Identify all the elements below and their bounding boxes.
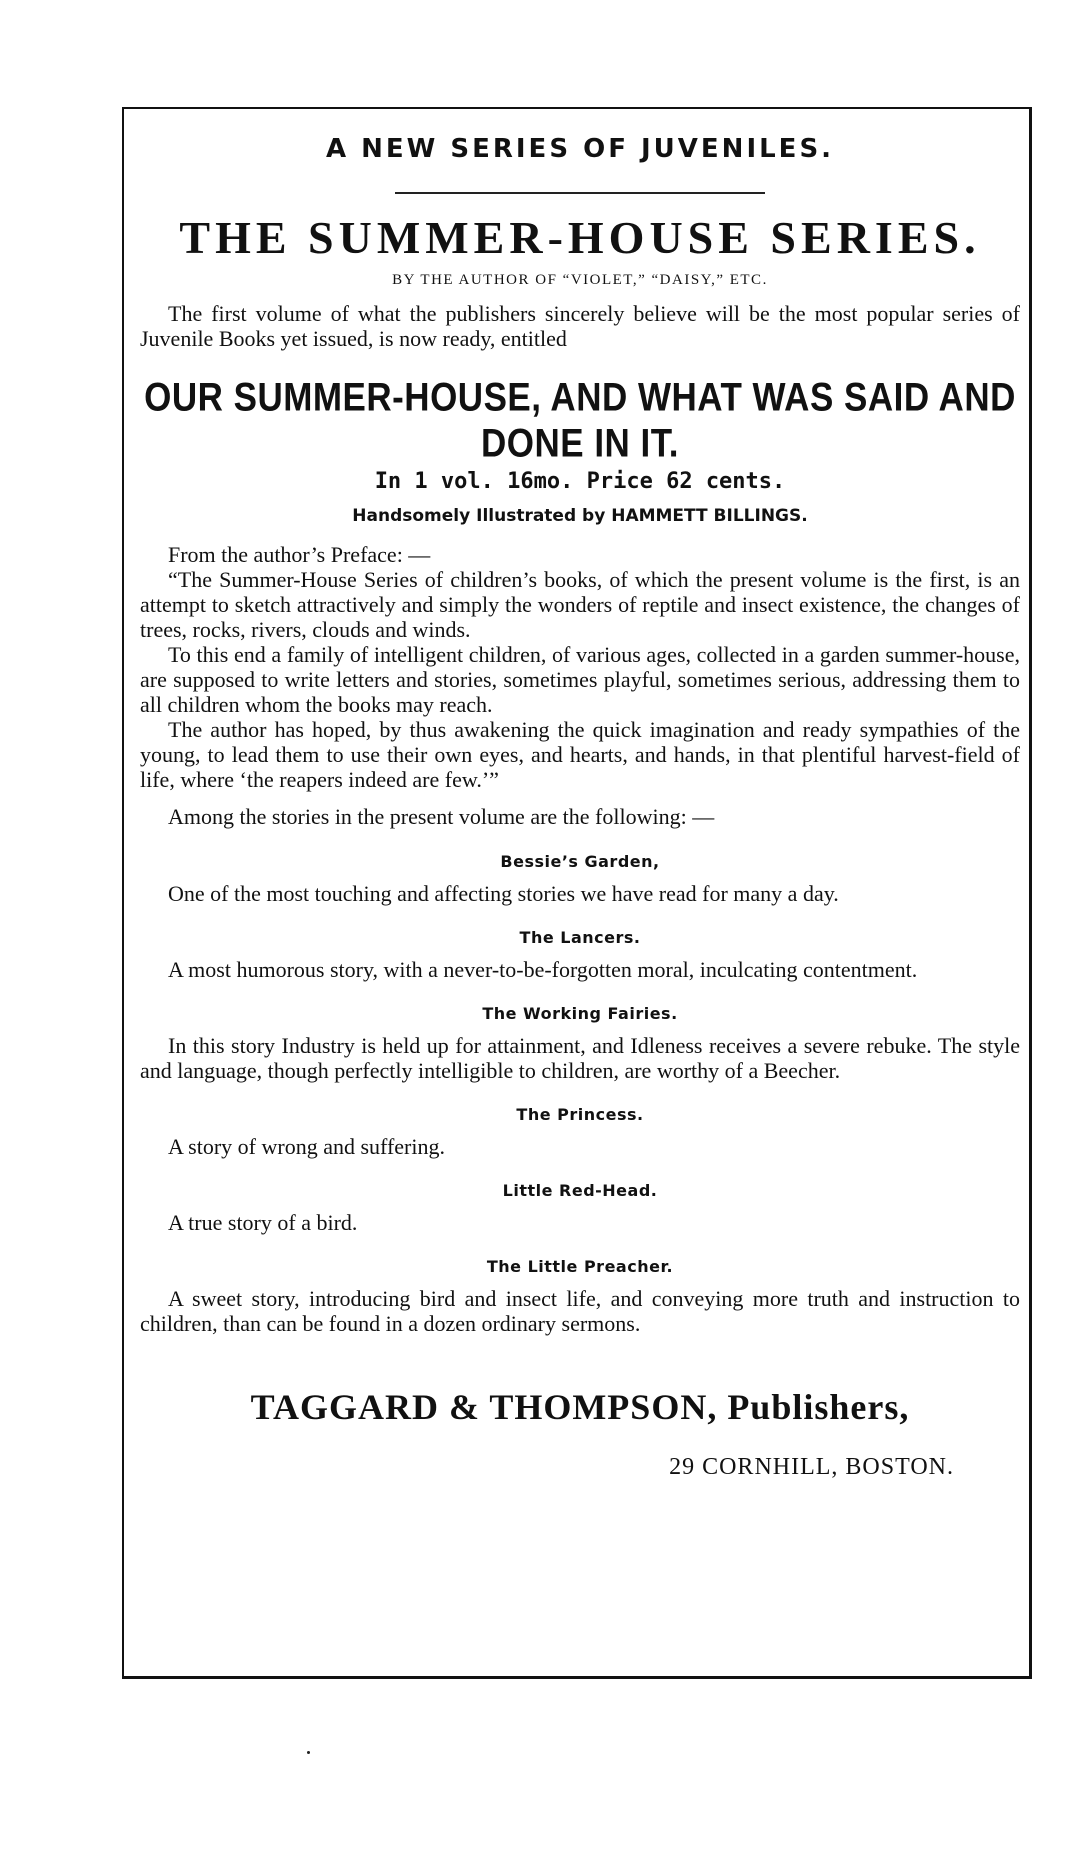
preface-excerpt	[140, 542, 1020, 792]
story-title: The Little Preacher.	[486, 1257, 674, 1276]
stories-intro: Among the stories in the present volume are the following: —	[168, 804, 715, 829]
story-description: One of the most touching and affecting stories we have read for many a day.	[168, 881, 839, 906]
story-title: The Lancers.	[519, 928, 641, 947]
volume-info: In 1 vol. 16mo. Price 62 cents.	[374, 469, 786, 494]
story-description: A most humorous story, with a never-to-be-forgotten moral, inculcating contentment.	[168, 957, 918, 982]
preface-paragraph: “The Summer-House Series of children’s books, of which the present volume is the first, is an attempt to sketch attractively and simply the wonders of reptile and insect existence, the changes of trees, rocks, rivers, clouds and winds.	[140, 567, 1020, 642]
story-list	[140, 852, 1020, 1336]
story-description: A story of wrong and suffering.	[168, 1134, 445, 1159]
publisher-name: TAGGARD & THOMPSON, Publishers,	[250, 1387, 910, 1427]
advertisement	[140, 122, 1020, 1481]
illustrator-credit: Handsomely Illustrated by HAMMETT BILLINGS.	[352, 506, 808, 526]
stray-mark	[307, 1751, 310, 1754]
story-title: Little Red-Head.	[502, 1181, 658, 1200]
series-heading: A NEW SERIES OF JUVENILES.	[325, 134, 835, 164]
preface-paragraph: The author has hoped, by thus awakening the quick imagination and ready sympathies of the young, to lead them to use their own eyes, and hearts, and hands, in that plentiful harvest-field of life, where ‘the reapers indeed are few.’”	[140, 717, 1020, 792]
page-title: THE SUMMER-HOUSE SERIES.	[179, 212, 981, 263]
story-title: Bessie’s Garden,	[500, 852, 660, 871]
story-description: A true story of a bird.	[168, 1210, 358, 1235]
publisher-address: 29 CORNHILL, BOSTON.	[669, 1454, 954, 1480]
preface-heading: From the author’s Preface: —	[168, 542, 431, 567]
story-description: A sweet story, introducing bird and insect life, and conveying more truth and instruction to children, than can be found in a dozen ordinary sermons.	[140, 1286, 1020, 1336]
story-title: The Princess.	[516, 1105, 644, 1124]
preface-paragraph: To this end a family of intelligent children, of various ages, collected in a garden summer-house, are supposed to write letters and stories, sometimes playful, sometimes serious, addressing them to all children whom the books may reach.	[140, 642, 1020, 717]
story-description: In this story Industry is held up for attainment, and Idleness receives a severe rebuke. The style and language, though perfectly intelligible to children, are worthy of a Beecher.	[140, 1033, 1020, 1083]
byline: BY THE AUTHOR OF “VIOLET,” “DAISY,” ETC.	[392, 272, 768, 288]
story-title: The Working Fairies.	[482, 1004, 678, 1023]
intro-paragraph: The first volume of what the publishers sincerely believe will be the most popular series of Juvenile Books yet issued, is now ready, entitled	[140, 301, 1020, 351]
book-title: OUR SUMMER-HOUSE, AND WHAT WAS SAID AND DONE IN IT.	[144, 375, 1016, 466]
divider-rule	[395, 192, 765, 194]
